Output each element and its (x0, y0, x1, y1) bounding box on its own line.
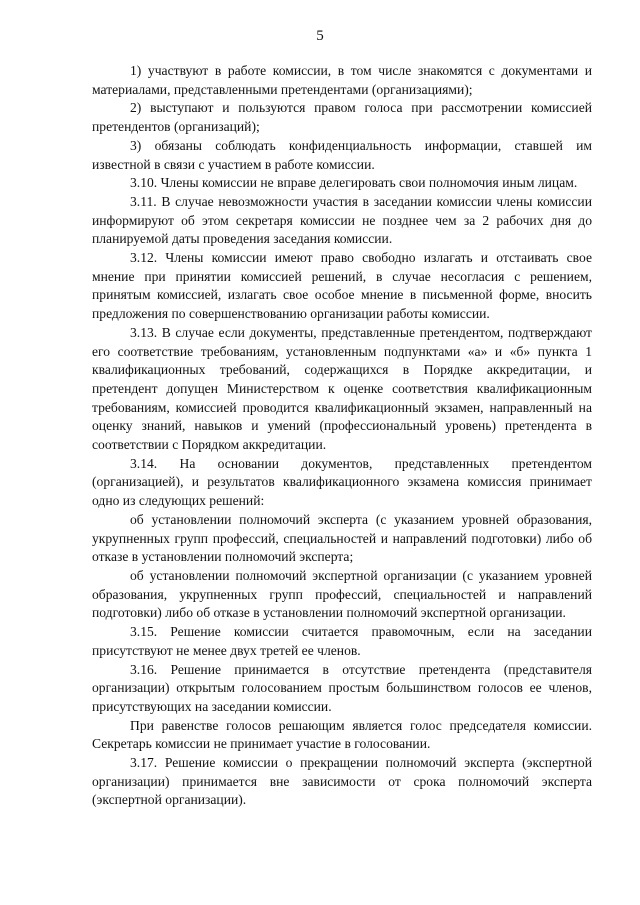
paragraph-3: 3) обязаны соблюдать конфиденциальность информации, ставшей им известной в связи с участием в работе комиссии. (92, 137, 592, 172)
paragraph-3-13: 3.13. В случае если документы, представленные претендентом, подтверждают его соответствие требованиям, установленным подпунктами «а» и «б» пункта 1 квалификационных требований, содержащихся в Порядке аккредитации, и претендент допущен Министерством к оценке соответствия квалификационным требованиям, комиссией проводится квалификационный экзамен, направленный на оценку знаний, навыков и умений (профессиональный уровень) претендента в соответствии с Порядком аккредитации. (92, 324, 592, 453)
paragraph-3-12: 3.12. Члены комиссии имеют право свободно излагать и отстаивать свое мнение при принятии комиссией решений, в случае несогласия с решением, принятым комиссией, излагать свое особое мнение в письменной форме, вносить предложения по совершенствованию организации работы комиссии. (92, 250, 592, 322)
paragraph-1: 1) участвуют в работе комиссии, в том числе знакомятся с документами и материалами, представленными претендентами (организациями); (92, 63, 592, 97)
paragraph-2: 2) выступают и пользуются правом голоса при рассмотрении комиссией претендентов (организаций); (92, 100, 592, 135)
paragraph-3-14: 3.14. На основании документов, представленных претендентом (организацией), и результатов квалификационного экзамена комиссия принимает одно из следующих решений: (92, 455, 592, 509)
paragraph-3-17: 3.17. Решение комиссии о прекращении полномочий эксперта (экспертной организации) принимается вне зависимости от срока полномочий эксперта (экспертной организации). (92, 755, 592, 808)
page-number: 5 (316, 28, 324, 44)
paragraph-3-14-option-expert: об установлении полномочий эксперта (с указанием уровней образования, укрупненных групп профессий, специальностей и направлений подготовки) либо об отказе в установлении полномочий эксперта; (92, 511, 592, 565)
paragraph-3-16: 3.16. Решение принимается в отсутствие претендента (представителя организации) открытым голосованием простым большинством голосов ее членов, присутствующих на заседании комиссии. (92, 661, 592, 714)
paragraph-3-15: 3.15. Решение комиссии считается правомочным, если на заседании присутствуют не менее двух третей ее членов. (92, 624, 592, 658)
paragraph-3-14-option-organization: об установлении полномочий экспертной организации (с указанием уровней образования, укрупненных групп профессий, специальностей и направлений подготовки) либо об отказе в установлении полномочий экспертной организации. (92, 567, 592, 621)
paragraph-3-16-tie: При равенстве голосов решающим является голос председателя комиссии. Секретарь комиссии не принимает участие в голосовании. (92, 717, 592, 752)
paragraph-3-10: 3.10. Члены комиссии не вправе делегировать свои полномочия иным лицам. (130, 175, 578, 191)
paragraph-3-11: 3.11. В случае невозможности участия в заседании комиссии члены комиссии информируют об этом секретаря комиссии не позднее чем за 2 рабочих дня до планируемой даты проведения заседания комиссии. (92, 193, 592, 247)
document-body (92, 62, 592, 810)
